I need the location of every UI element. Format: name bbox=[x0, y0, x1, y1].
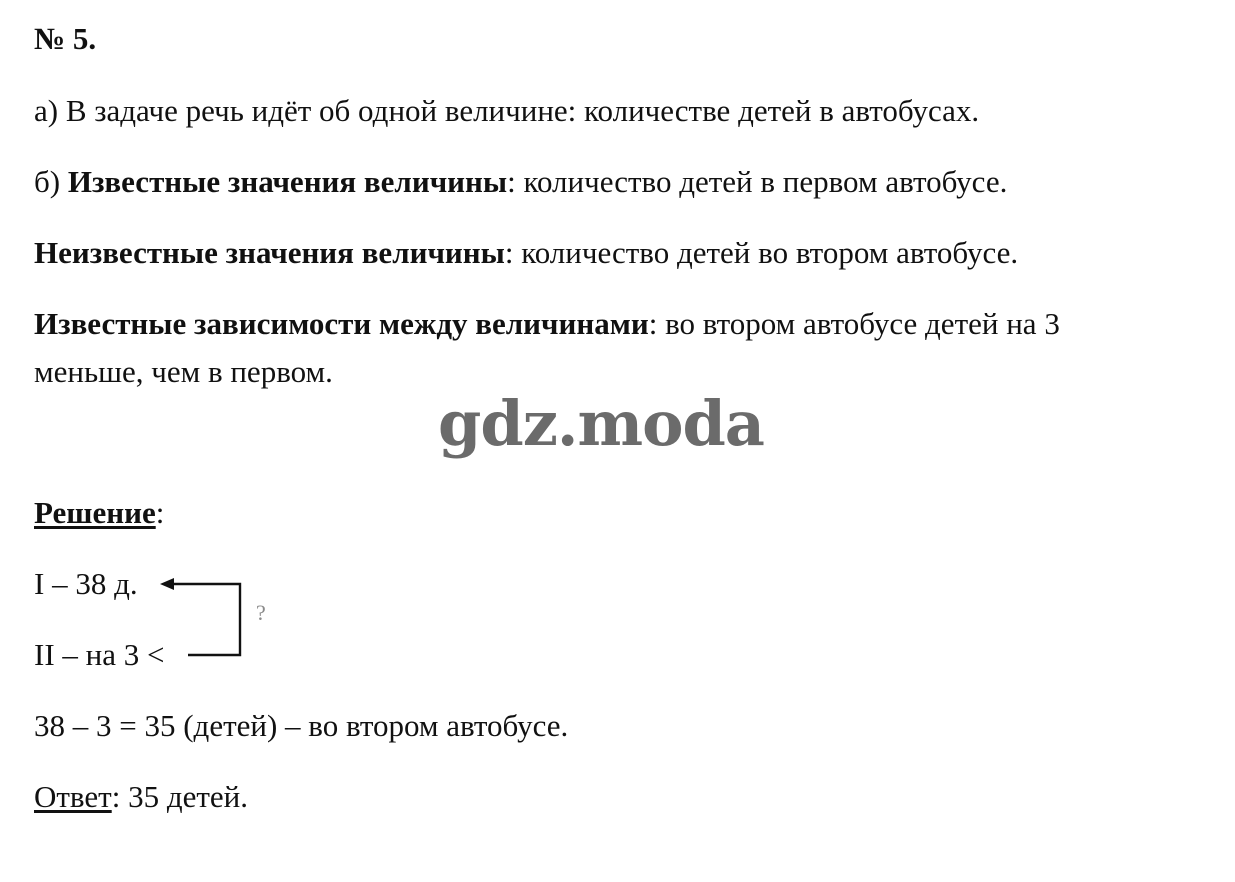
answer-text: : 35 детей. bbox=[111, 779, 248, 814]
part-a-text: а) В задаче речь идёт об одной величине: количестве детей в автобусах. bbox=[34, 93, 980, 128]
dependency-text-line2: меньше, чем в первом. bbox=[34, 354, 333, 389]
answer-label: Ответ bbox=[34, 779, 112, 814]
dependency-text-line1: : во втором автобусе детей на 3 bbox=[648, 306, 1060, 341]
known-values-label: Известные значения величины bbox=[67, 164, 508, 199]
unknown-values-label: Неизвестные значения величины bbox=[34, 235, 505, 270]
unknown-values-text: : количество детей во втором автобусе. bbox=[504, 235, 1019, 270]
part-b-paragraph bbox=[34, 163, 1007, 201]
answer-line bbox=[34, 778, 248, 816]
scheme-question-mark: ? bbox=[256, 600, 266, 625]
scheme-row-1: I – 38 д. bbox=[34, 566, 138, 601]
dependency-label: Известные зависимости между величинами bbox=[34, 306, 649, 341]
part-b-prefix: б) bbox=[34, 164, 68, 199]
task-number: № 5. bbox=[34, 21, 97, 56]
watermark-logo: gdz.moda bbox=[438, 387, 764, 460]
scheme-bracket-arrow bbox=[150, 570, 290, 670]
calculation-line: 38 – 3 = 35 (детей) – во втором автобусе. bbox=[34, 708, 569, 743]
unknown-values-paragraph bbox=[34, 234, 1018, 272]
dependency-paragraph-line1 bbox=[34, 305, 1060, 343]
scheme-row-2: II – на 3 < bbox=[34, 637, 165, 672]
solution-suffix: : bbox=[155, 495, 165, 530]
solution-heading bbox=[34, 494, 164, 532]
known-values-text: : количество детей в первом автобусе. bbox=[507, 164, 1008, 199]
solution-label: Решение bbox=[34, 495, 156, 530]
